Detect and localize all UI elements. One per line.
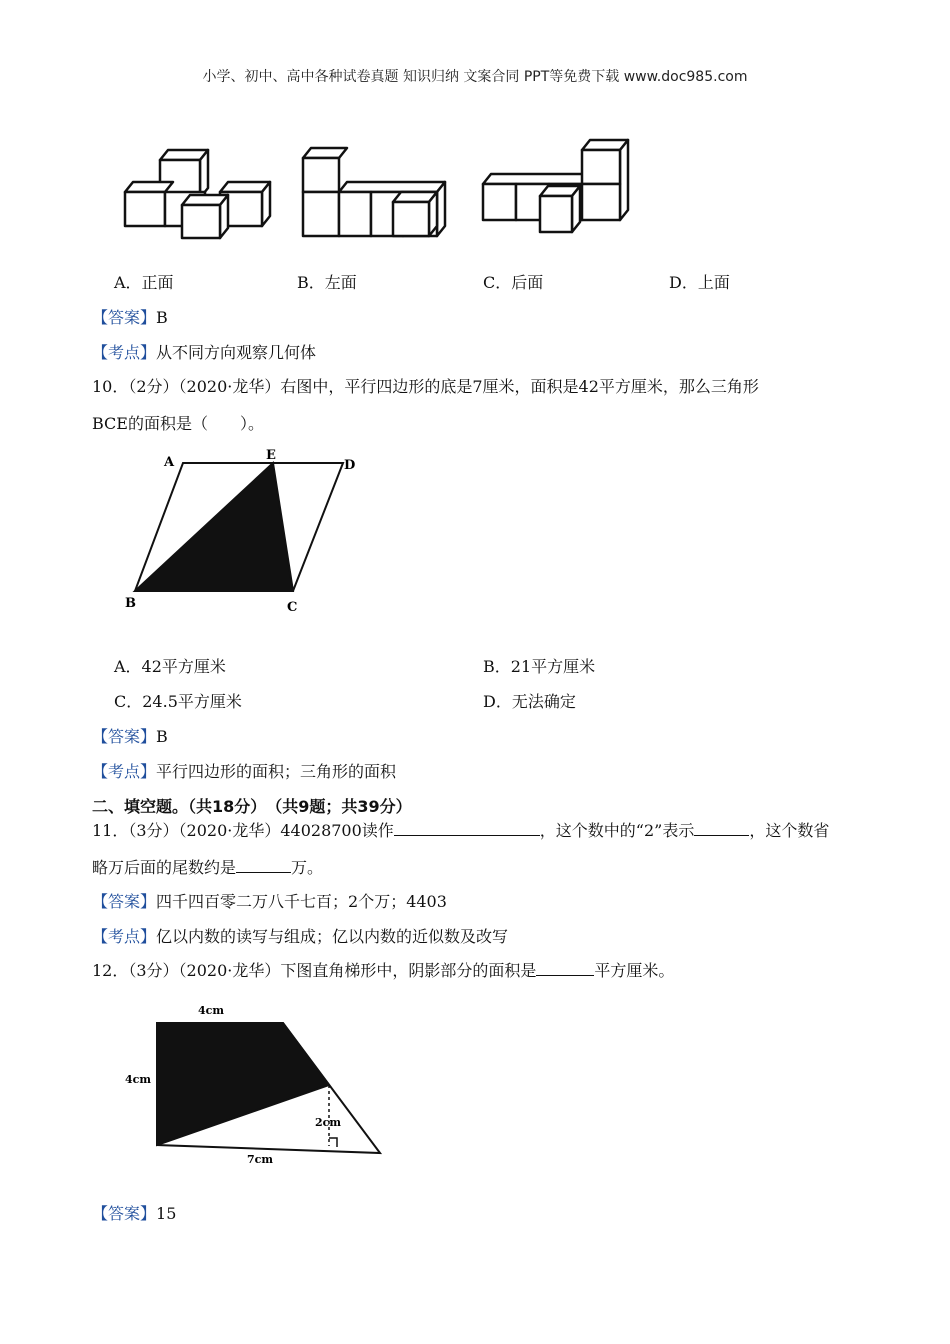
- q12-part2: 平方厘米。: [594, 961, 675, 980]
- answer-tag: 【答案】: [92, 727, 157, 746]
- label-d: D: [344, 458, 356, 473]
- cube-view-back: [483, 140, 628, 232]
- label-top-4cm: 4cm: [198, 1004, 224, 1017]
- label-a: A: [164, 455, 175, 470]
- section-title: 二、填空题。（共18分） （共9题；共39分）: [92, 797, 412, 816]
- q12-part1: 12．（3分）（2020·龙华）下图直角梯形中，阴影部分的面积是: [92, 961, 537, 980]
- q9-answer: B: [156, 308, 168, 327]
- shaded-region: [157, 1023, 329, 1145]
- q10-option-a: A．42平方厘米: [114, 657, 226, 676]
- cube-view-front: [125, 150, 270, 238]
- label-height-2cm: 2cm: [315, 1116, 341, 1129]
- answer-tag: 【答案】: [92, 892, 157, 911]
- q11-answer-line: [92, 889, 447, 912]
- q11-stem-line1: [92, 818, 829, 841]
- q9-option-c: C．后面: [483, 273, 544, 292]
- label-left-4cm: 4cm: [125, 1073, 151, 1086]
- trapezoid-figure: [115, 995, 395, 1175]
- q11-part1: 11．（3分）（2020·龙华）44028700读作: [92, 821, 394, 840]
- q12-answer-line: [92, 1201, 176, 1224]
- q11-blank-approx[interactable]: [236, 858, 291, 873]
- q11-line2a: 略万后面的尾数约是: [92, 858, 237, 877]
- answer-tag: 【答案】: [92, 1204, 157, 1223]
- label-c: C: [287, 600, 298, 615]
- q9-option-d: D．上面: [669, 273, 730, 292]
- q12-stem: [92, 958, 674, 981]
- page-header: 小学、初中、高中各种试卷真题 知识归纳 文案合同 PPT等免费下载 www.doc985.com: [202, 69, 748, 85]
- q10-point-line: [92, 759, 396, 782]
- q10-option-d: D．无法确定: [483, 692, 576, 711]
- label-bottom-7cm: 7cm: [247, 1153, 273, 1166]
- label-e: E: [266, 448, 276, 463]
- q9-option-b: B．左面: [297, 273, 357, 292]
- cube-view-left: [303, 148, 445, 236]
- parallelogram-figure: [120, 445, 370, 620]
- q10-point: 平行四边形的面积；三角形的面积: [156, 762, 397, 781]
- q11-stem-line2: [92, 855, 323, 878]
- q12-answer: 15: [156, 1204, 177, 1223]
- q11-point-line: [92, 924, 508, 947]
- answer-tag: 【答案】: [92, 308, 157, 327]
- point-tag: 【考点】: [92, 927, 157, 946]
- cube-views-figure: [110, 130, 640, 245]
- q11-line2b: 万。: [291, 858, 324, 877]
- q11-blank-digit-meaning[interactable]: [694, 821, 749, 836]
- q10-option-b: B．21平方厘米: [483, 657, 596, 676]
- q9-point-line: [92, 340, 316, 363]
- q9-answer-line: [92, 305, 168, 328]
- q10-option-c: C．24.5平方厘米: [114, 692, 242, 711]
- point-tag: 【考点】: [92, 343, 157, 362]
- q9-point: 从不同方向观察几何体: [156, 343, 317, 362]
- q11-point: 亿以内数的读写与组成；亿以内数的近似数及改写: [156, 927, 509, 946]
- q11-answer: 四千四百零二万八千七百；2个万；4403: [156, 892, 447, 911]
- q10-answer-line: [92, 724, 168, 747]
- q12-blank-area[interactable]: [536, 961, 594, 976]
- q11-part2: ，这个数中的“2”表示: [539, 821, 695, 840]
- q9-option-a: A．正面: [114, 273, 174, 292]
- q11-part3: ，这个数省: [749, 821, 830, 840]
- q11-blank-reading[interactable]: [394, 821, 540, 836]
- q10-stem-line2: BCE的面积是（ ）。: [92, 414, 264, 433]
- point-tag: 【考点】: [92, 762, 157, 781]
- q10-answer: B: [156, 727, 168, 746]
- label-b: B: [125, 596, 136, 611]
- q10-stem-line1: 10．（2分）（2020·龙华）右图中，平行四边形的底是7厘米，面积是42平方厘米，那么三角形: [92, 377, 759, 396]
